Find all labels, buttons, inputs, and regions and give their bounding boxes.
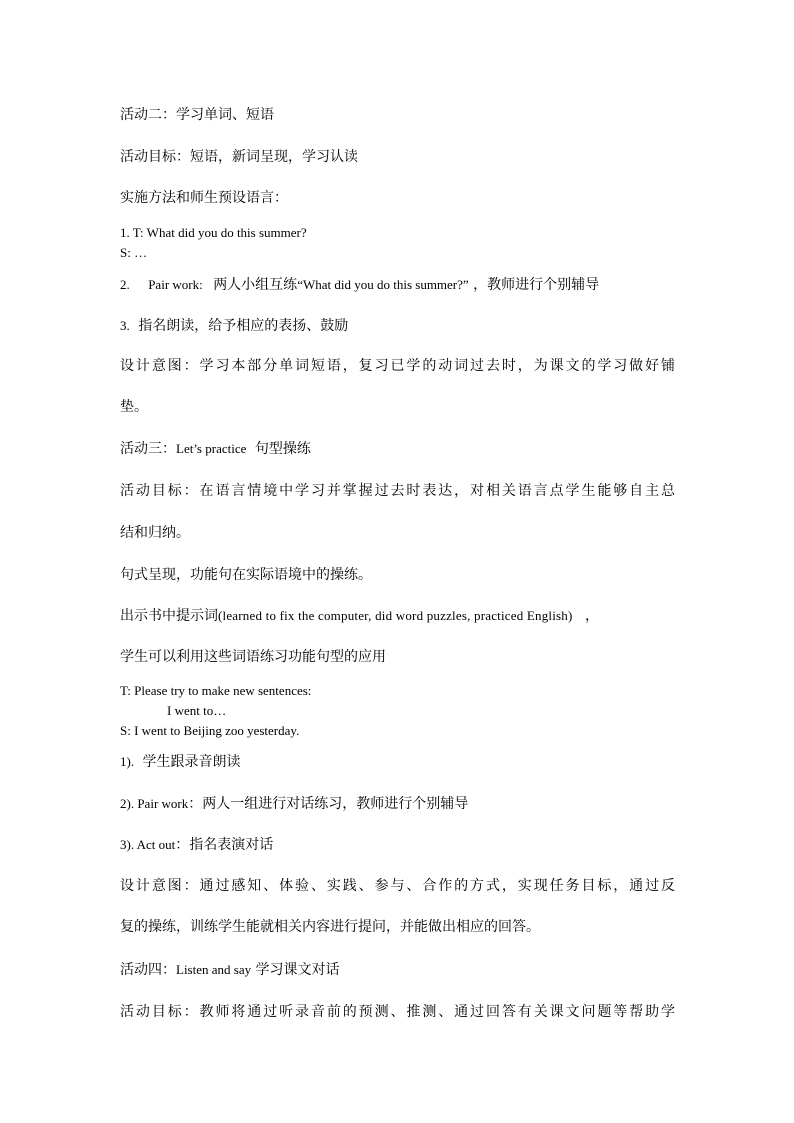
practice-instruction-text: 学生可以利用这些词语练习功能句型的应用 <box>120 649 386 665</box>
student-example <box>120 722 299 740</box>
practice-instruction <box>120 648 386 666</box>
activity-three-goal-continued-text: 结和归纳。 <box>120 525 190 541</box>
activity-four-goal <box>120 1003 675 1021</box>
activity-four-prefix: 活动四： <box>120 962 176 978</box>
student-response <box>120 244 147 262</box>
method-heading <box>120 189 288 207</box>
example-sentence-text: I went to… <box>167 703 227 718</box>
design-intent-one-text: 设计意图：学习本部分单词短语，复习已学的动词过去时，为课文的学习做好铺 <box>120 358 675 374</box>
design-intent-one-continued <box>120 398 148 416</box>
sentence-presentation <box>120 566 372 584</box>
prompt-words-intro: 出示书中提示词 <box>120 608 218 624</box>
substep-two-text: ：两人一组进行对话练习，教师进行个别辅导 <box>188 796 469 812</box>
substep-three <box>120 836 273 854</box>
activity-four-heading <box>120 961 340 979</box>
activity-three-heading <box>120 440 311 458</box>
prompt-words-punctuation: ， <box>585 608 599 624</box>
reading-step <box>120 317 348 335</box>
teacher-question <box>120 224 307 242</box>
design-intent-two <box>120 877 675 895</box>
pair-work-description: 两人小组互练 <box>213 277 298 293</box>
example-sentence <box>167 702 226 720</box>
substep-two <box>120 795 468 813</box>
method-heading-text: 实施方法和师生预设语言： <box>120 190 288 206</box>
pair-work-question: “What did you do this summer?” <box>297 277 469 292</box>
activity-three-goal-text: 活动目标：在语言情境中学习并掌握过去时表达，对相关语言点学生能够自主总 <box>120 483 675 499</box>
substep-three-text: ：指名表演对话 <box>175 837 274 853</box>
activity-two-goal <box>120 148 358 166</box>
design-intent-two-continued-text: 复的操练，训练学生能就相关内容进行提问，并能做出相应的回答。 <box>120 919 540 935</box>
substep-three-label: 3). Act out <box>120 837 176 852</box>
design-intent-one-continued-text: 垫。 <box>120 399 148 415</box>
teacher-prompt <box>120 682 311 700</box>
activity-three-suffix: 句型操练 <box>254 441 311 457</box>
activity-three-english: Let’s practice <box>176 441 247 456</box>
substep-two-label: 2). Pair work <box>120 796 189 811</box>
pair-work-label: Pair work: <box>148 277 203 292</box>
design-intent-two-continued <box>120 918 540 936</box>
activity-four-suffix: 学习课文对话 <box>255 962 340 978</box>
sentence-presentation-text: 句式呈现，功能句在实际语境中的操练。 <box>120 567 372 583</box>
activity-two-heading <box>120 106 274 124</box>
student-response-text: S: … <box>120 245 148 260</box>
teacher-question-text: 1. T: What did you do this summer? <box>120 225 307 240</box>
activity-three-goal <box>120 482 675 500</box>
activity-two-heading-text: 活动二：学习单词、短语 <box>120 107 274 123</box>
design-intent-two-text: 设计意图：通过感知、体验、实践、参与、合作的方式，实现任务目标，通过反 <box>120 878 675 894</box>
prompt-words-line <box>120 607 599 625</box>
reading-step-text: 指名朗读，给予相应的表扬、鼓励 <box>138 318 349 334</box>
design-intent-one <box>120 357 675 375</box>
pair-work-teacher-note: ，教师进行个别辅导 <box>473 277 600 293</box>
substep-one <box>120 753 241 771</box>
activity-four-english: Listen and say <box>176 962 252 977</box>
prompt-words-list: (learned to fix the computer, did word puzzles, practiced English) <box>218 608 573 623</box>
activity-two-goal-text: 活动目标：短语，新词呈现，学习认读 <box>120 149 358 165</box>
step-number: 2. <box>120 277 130 292</box>
teacher-prompt-text: T: Please try to make new sentences: <box>120 683 312 698</box>
activity-three-prefix: 活动三： <box>120 441 176 457</box>
activity-four-goal-text: 活动目标：教师将通过听录音前的预测、推测、通过回答有关课文问题等帮助学 <box>120 1004 675 1020</box>
step-number: 3. <box>120 318 130 333</box>
pair-work-step <box>120 276 599 294</box>
student-example-text: S: I went to Beijing zoo yesterday. <box>120 723 300 738</box>
substep-number: 1). <box>120 754 135 769</box>
activity-three-goal-continued <box>120 524 190 542</box>
substep-one-text: 学生跟录音朗读 <box>142 754 241 770</box>
